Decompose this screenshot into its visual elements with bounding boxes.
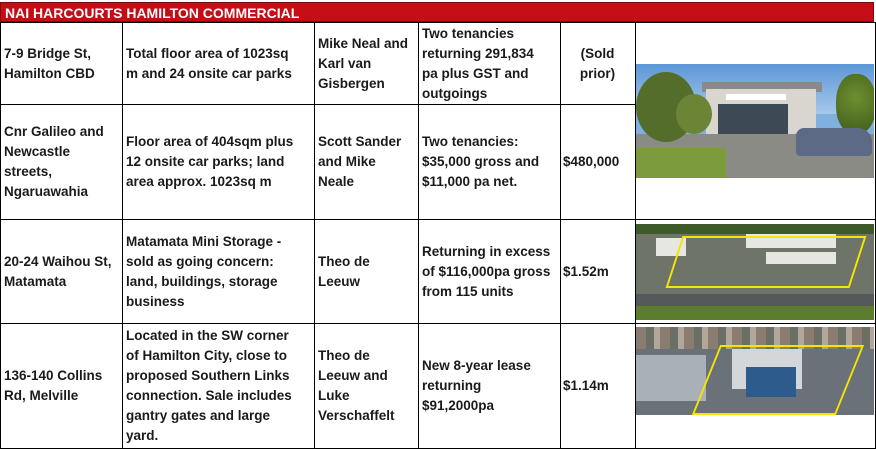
price-cell: $1.14m: [561, 324, 636, 449]
listings-table: [0, 22, 876, 449]
price-cell: $480,000: [561, 105, 636, 220]
building-street-photo: [636, 23, 876, 220]
agents-cell: Mike Neal and Karl van Gisbergen: [315, 23, 419, 105]
address-cell: 136-140 Collins Rd, Melville: [1, 324, 123, 449]
income-cell: New 8-year lease returning $91,2000pa: [419, 324, 561, 449]
income-cell: Two tenancies returning 291,834 pa plus GST and outgoings: [419, 23, 561, 105]
address-cell: 20-24 Waihou St, Matamata: [1, 220, 123, 324]
income-cell: Two tenancies: $35,000 gross and $11,000 pa net.: [419, 105, 561, 220]
table-row: [1, 324, 876, 449]
description-cell: Floor area of 404sqm plus 12 onsite car parks; land area approx. 1023sq m: [123, 105, 315, 220]
sheet-title: NAI HARCOURTS HAMILTON COMMERCIAL: [0, 2, 874, 22]
address-cell: Cnr Galileo and Newcastle streets, Ngaruawahia: [1, 105, 123, 220]
price-cell: $1.52m: [561, 220, 636, 324]
address-cell: 7-9 Bridge St, Hamilton CBD: [1, 23, 123, 105]
agents-cell: Theo de Leeuw and Luke Verschaffelt: [315, 324, 419, 449]
agents-cell: Scott Sander and Mike Neale: [315, 105, 419, 220]
description-cell: Located in the SW corner of Hamilton City, close to proposed Southern Links connection. Sale includes gantry gates and large yard.: [123, 324, 315, 449]
price-cell: (Sold prior): [561, 23, 636, 105]
industrial-aerial-photo: [636, 324, 876, 449]
income-cell: Returning in excess of $116,000pa gross from 115 units: [419, 220, 561, 324]
table-row: [1, 23, 876, 105]
storage-aerial-photo: [636, 220, 876, 324]
description-cell: Matamata Mini Storage - sold as going concern: land, buildings, storage business: [123, 220, 315, 324]
description-cell: Total floor area of 1023sq m and 24 onsite car parks: [123, 23, 315, 105]
table-row: [1, 220, 876, 324]
agents-cell: Theo de Leeuw: [315, 220, 419, 324]
